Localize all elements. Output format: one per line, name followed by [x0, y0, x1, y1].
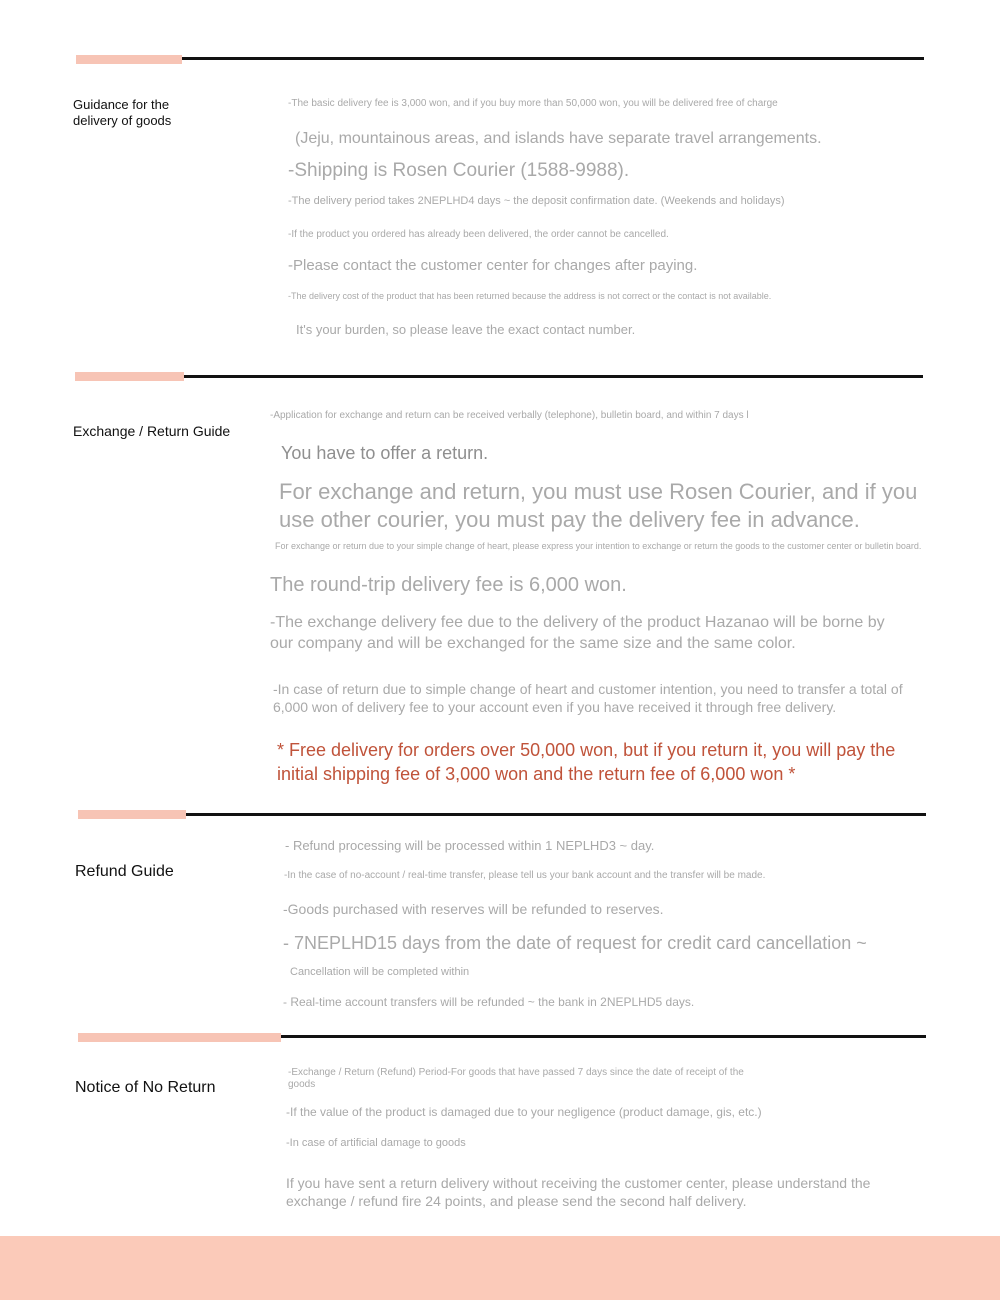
- exchange-line-6: -The exchange delivery fee due to the delivery of the product Hazanao will be borne by our company and will be exchanged for the same size and the same color.: [270, 614, 885, 652]
- section-divider: [281, 1035, 926, 1038]
- exchange-line-4: For exchange or return due to your simple change of heart, please express your intention to exchange or return the goods to the customer center or bulletin board.: [275, 541, 922, 551]
- exchange-highlight-note: * Free delivery for orders over 50,000 won, but if you return it, you will pay the initial shipping fee of 3,000 won and the return fee of 6,000 won *: [277, 740, 896, 784]
- section-divider-accent: [78, 1033, 281, 1042]
- noreturn-line-3: -In case of artificial damage to goods: [286, 1137, 466, 1149]
- delivery-line-1: -The basic delivery fee is 3,000 won, and if you buy more than 50,000 won, you will be delivered free of charge: [288, 98, 778, 109]
- footer-band: [0, 1236, 1000, 1300]
- noreturn-line-1: -Exchange / Return (Refund) Period-For goods that have passed 7 days since the date of receipt of the goods: [288, 1067, 744, 1090]
- delivery-line-6: -Please contact the customer center for changes after paying.: [288, 257, 698, 274]
- refund-line-6: - Real-time account transfers will be refunded ~ the bank in 2NEPLHD5 days.: [283, 995, 695, 1009]
- section-divider-accent: [78, 810, 186, 819]
- section-title-noreturn: Notice of No Return: [75, 1079, 216, 1096]
- delivery-line-5: -If the product you ordered has already been delivered, the order cannot be cancelled.: [288, 229, 669, 240]
- exchange-line-3: For exchange and return, you must use Rosen Courier, and if you use other courier, you must pay the delivery fee in advance.: [279, 479, 918, 532]
- exchange-line-7: -In case of return due to simple change of heart and customer intention, you need to transfer a total of 6,000 won of delivery fee to your account even if you have received it through free delivery.: [273, 681, 903, 715]
- section-divider: [184, 375, 923, 378]
- refund-line-1: - Refund processing will be processed within 1 NEPLHD3 ~ day.: [285, 838, 655, 853]
- section-title-refund: Refund Guide: [75, 863, 174, 880]
- refund-line-5: Cancellation will be completed within: [290, 966, 470, 978]
- exchange-line-1: -Application for exchange and return can be received verbally (telephone), bulletin board, and within 7 days l: [270, 410, 749, 421]
- refund-line-2: -In the case of no-account / real-time transfer, please tell us your bank account and the transfer will be made.: [284, 870, 766, 881]
- refund-line-3: -Goods purchased with reserves will be refunded to reserves.: [283, 901, 664, 917]
- delivery-line-8: It's your burden, so please leave the exact contact number.: [296, 322, 636, 337]
- section-divider-accent: [76, 55, 182, 64]
- section-title-delivery: Guidance for the delivery of goods: [73, 97, 172, 129]
- section-divider-accent: [75, 372, 184, 381]
- delivery-line-4: -The delivery period takes 2NEPLHD4 days ~ the deposit confirmation date. (Weekends and holidays): [288, 195, 785, 207]
- section-title-exchange: Exchange / Return Guide: [73, 423, 231, 439]
- section-divider: [182, 57, 924, 60]
- noreturn-line-2: -If the value of the product is damaged due to your negligence (product damage, gis, etc.): [286, 1105, 762, 1119]
- noreturn-line-4: If you have sent a return delivery without receiving the customer center, please understand the exchange / refund fire 24 points, and please send the second half delivery.: [286, 1175, 871, 1209]
- exchange-line-2: You have to offer a return.: [281, 443, 489, 463]
- delivery-line-3: -Shipping is Rosen Courier (1588-9988).: [288, 160, 630, 181]
- delivery-line-2: (Jeju, mountainous areas, and islands have separate travel arrangements.: [295, 130, 822, 147]
- section-divider: [186, 813, 926, 816]
- refund-line-4: - 7NEPLHD15 days from the date of request for credit card cancellation ~: [283, 933, 867, 953]
- exchange-line-5: The round-trip delivery fee is 6,000 won.: [270, 574, 627, 596]
- delivery-line-7: -The delivery cost of the product that has been returned because the address is not correct or the contact is not available.: [288, 291, 772, 301]
